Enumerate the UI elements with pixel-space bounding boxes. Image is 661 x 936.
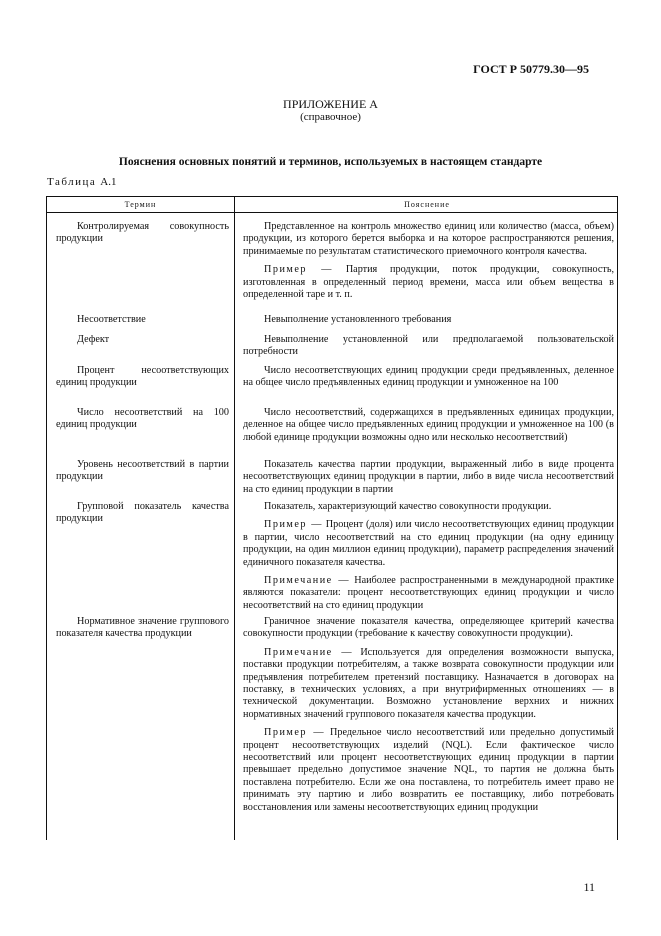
term-cell: Число несоответствий на 100 единиц продукции — [56, 407, 229, 431]
example-paragraph — [243, 264, 614, 301]
table-label-prefix: Таблица — [47, 176, 97, 188]
explanation-cell — [243, 501, 614, 618]
column-header-term: Термин — [124, 200, 157, 209]
table-label-number: А.1 — [100, 176, 117, 188]
column-divider — [234, 197, 235, 840]
explanation-cell — [243, 221, 614, 307]
note-text: Используется для определения возможности выпуска, поставки продукции потребителям, а также возврата совокупности продукции или предъявления потребителем претензий поставщику. Назначается в договорах на поставку, в технических условиях, а при внутрифирменных отношениях — в технической документации. Возможно установление верхних и нижних нормативных значений группового показателя качества продукции. — [243, 646, 614, 720]
example-text: Процент (доля) или число несоответствующих единиц продукции в партии, число несоответствий на сто единиц продукции (на одну единицу продукции, на один миллион единиц продукции), параметр распределения значений единичного показателя качества. — [243, 519, 615, 568]
example-text: Предельное число несоответствий или предельно допустимый процент несоответствующих изделий (NQL). Если фактическое число несоответствий или процент несоответствующих единиц продукции в партии превышает предельно допустимое значение NQL, то партия не должна быть поставлена потребителю. Если же она поставлена, то потребитель имеет право не принимать эту партию и либо возвратить ее поставщику, либо потребовать восстановления или замены несоответствующих единиц продукции — [243, 727, 614, 813]
column-header-explanation: Пояснение — [404, 200, 450, 209]
note-prefix: Примечание — — [264, 575, 351, 587]
term-cell: Нормативное значение группового показателя качества продукции — [56, 616, 229, 640]
explanation-text: Показатель, характеризующий качество совокупности продукции. — [264, 501, 552, 512]
term-cell: Уровень несоответствий в партии продукции — [56, 459, 229, 483]
term-cell: Процент несоответствующих единиц продукции — [56, 365, 229, 389]
example-prefix: Пример — — [264, 264, 333, 276]
term-cell: Несоответствие — [77, 314, 146, 325]
note-text: Наиболее распространенными в международной практике являются показатели: процент несоответствующих единиц продукции и число несоответствий на сто единиц продукции — [243, 575, 614, 611]
term-cell: Дефект — [77, 334, 110, 345]
document-code: ГОСТ Р 50779.30—95 — [473, 62, 589, 76]
example-paragraph — [243, 727, 614, 814]
explanation-text: Невыполнение установленного требования — [264, 314, 452, 325]
explanation-text: Представленное на контроль множество единиц или количество (масса, объем) продукции, из которого берется выборка и на которое распространяются решения, принимаемые по результатам статистического приемочного контроля качества. — [243, 221, 614, 257]
table-label — [47, 176, 116, 188]
appendix-title: ПРИЛОЖЕНИЕ А — [283, 97, 378, 111]
note-paragraph — [243, 575, 614, 612]
example-prefix: Пример — — [264, 519, 323, 531]
example-text: Партия продукции, поток продукции, совокупность, изготовленная в определенный период времени, масса или объем вещества в определенной таре и т. п. — [243, 264, 615, 301]
term-cell: Контролируемая совокупность продукции — [56, 221, 229, 245]
explanation-text: Число несоответствий, содержащихся в предъявленных единицах продукции, деленное на общее число предъявленных единиц продукции и умноженное на 100 (в любой единице продукции возможны одно или несколько несоответствий) — [243, 407, 614, 443]
explanation-cell — [243, 616, 614, 820]
terms-table — [46, 196, 618, 840]
explanation-text: Граничное значение показателя качества, определяющее критерий качества совокупности продукции (требование к качеству совокупности продукции). — [243, 616, 614, 640]
page-number: 11 — [583, 880, 595, 894]
example-prefix: Пример — — [264, 727, 326, 739]
explanation-text: Показатель качества партии продукции, выраженный либо в виде процента несоответствующих единиц продукции в партии, либо в виде числа несоответствий на сто единиц продукции в партии — [243, 459, 614, 495]
explanation-text: Невыполнение установленной или предполагаемой пользовательской потребности — [243, 334, 614, 358]
header-divider — [47, 212, 617, 213]
note-prefix: Примечание — — [264, 646, 354, 658]
note-paragraph — [243, 647, 614, 721]
table-caption: Пояснения основных понятий и терминов, используемых в настоящем стандарте — [118, 156, 543, 168]
appendix-heading — [0, 98, 661, 124]
example-paragraph — [243, 519, 614, 569]
term-cell: Групповой показатель качества продукции — [56, 501, 229, 525]
explanation-text: Число несоответствующих единиц продукции среди предъявленных, деленное на общее число предъявленных единиц продукции и умноженное на 100 — [243, 365, 614, 389]
appendix-subtitle: (справочное) — [300, 111, 361, 123]
